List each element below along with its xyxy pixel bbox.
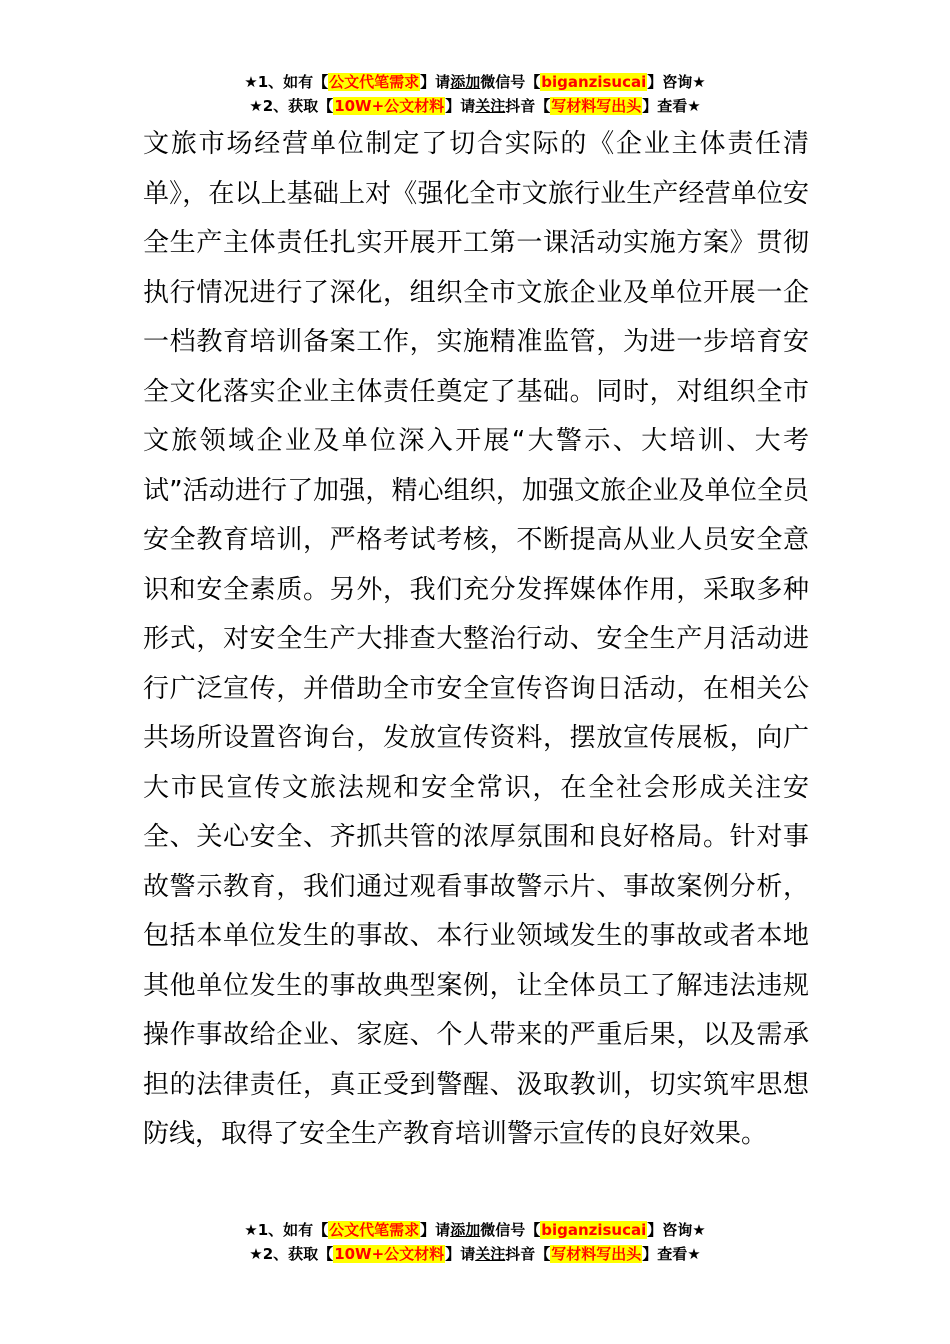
banner-line2-emphasis: 关注: [475, 97, 506, 115]
footer-line2-highlight-materials: 10W+公文材料: [334, 1245, 445, 1263]
banner-line1-highlight-service: 公文代笔需求: [329, 73, 420, 91]
banner-line1-middle-a: 】请: [420, 73, 451, 91]
banner-line2-middle-b: 抖音【: [505, 97, 551, 115]
footer-line2-middle-a: 】请: [445, 1245, 476, 1263]
footer-line1-emphasis: 添加: [450, 1221, 481, 1239]
banner-line1-suffix: 】咨询★: [647, 73, 706, 91]
banner-line1-emphasis: 添加: [450, 73, 481, 91]
banner-line1-middle-b: 微信号【: [480, 73, 541, 91]
document-body: [143, 120, 809, 1160]
banner-line2-highlight-materials: 10W+公文材料: [334, 97, 445, 115]
footer-line2-middle-b: 抖音【: [505, 1245, 551, 1263]
footer-line1-prefix: ★1、如有【: [244, 1221, 329, 1239]
banner-line1-prefix: ★1、如有【: [244, 73, 329, 91]
banner-line2-suffix: 】查看★: [642, 97, 701, 115]
header-banner: [0, 70, 950, 118]
footer-line2-suffix: 】查看★: [642, 1245, 701, 1263]
footer-banner-line-2: [0, 1242, 950, 1266]
banner-line-1: [0, 70, 950, 94]
banner-line2-prefix: ★2、获取【: [249, 97, 334, 115]
footer-line2-emphasis: 关注: [475, 1245, 506, 1263]
footer-line1-middle-a: 】请: [420, 1221, 451, 1239]
banner-line2-highlight-douyin-id: 写材料写出头: [551, 97, 642, 115]
footer-line1-highlight-wechat-id: biganzisucai: [541, 1221, 647, 1239]
footer-line2-highlight-douyin-id: 写材料写出头: [551, 1245, 642, 1263]
footer-line2-prefix: ★2、获取【: [249, 1245, 334, 1263]
banner-line1-highlight-wechat-id: biganzisucai: [541, 73, 647, 91]
banner-line-2: [0, 94, 950, 118]
body-paragraph: 文旅市场经营单位制定了切合实际的《企业主体责任清单》，在以上基础上对《强化全市文旅行业生产经营单位安全生产主体责任扎实开展开工第一课活动实施方案》贯彻执行情况进行了深化，组织全市文旅企业及单位开展一企一档教育培训备案工作，实施精准监管，为进一步培育安全文化落实企业主体责任奠定了基础。同时，对组织全市文旅领域企业及单位深入开展“大警示、大培训、大考试”活动进行了加强，精心组织，加强文旅企业及单位全员安全教育培训，严格考试考核，不断提高从业人员安全意识和安全素质。另外，我们充分发挥媒体作用，采取多种形式，对安全生产大排查大整治行动、安全生产月活动进行广泛宣传，并借助全市安全宣传咨询日活动，在相关公共场所设置咨询台，发放宣传资料，摆放宣传展板，向广大市民宣传文旅法规和安全常识，在全社会形成关注安全、关心安全、齐抓共管的浓厚氛围和良好格局。针对事故警示教育，我们通过观看事故警示片、事故案例分析，包括本单位发生的事故、本行业领域发生的事故或者本地其他单位发生的事故典型案例，让全体员工了解违法违规操作事故给企业、家庭、个人带来的严重后果，以及需承担的法律责任，真正受到警醒、汲取教训，切实筑牢思想防线，取得了安全生产教育培训警示宣传的良好效果。: [143, 129, 809, 1149]
footer-line1-suffix: 】咨询★: [647, 1221, 706, 1239]
footer-banner: [0, 1218, 950, 1266]
footer-line1-highlight-service: 公文代笔需求: [329, 1221, 420, 1239]
banner-line2-middle-a: 】请: [445, 97, 476, 115]
footer-banner-line-1: [0, 1218, 950, 1242]
footer-line1-middle-b: 微信号【: [480, 1221, 541, 1239]
